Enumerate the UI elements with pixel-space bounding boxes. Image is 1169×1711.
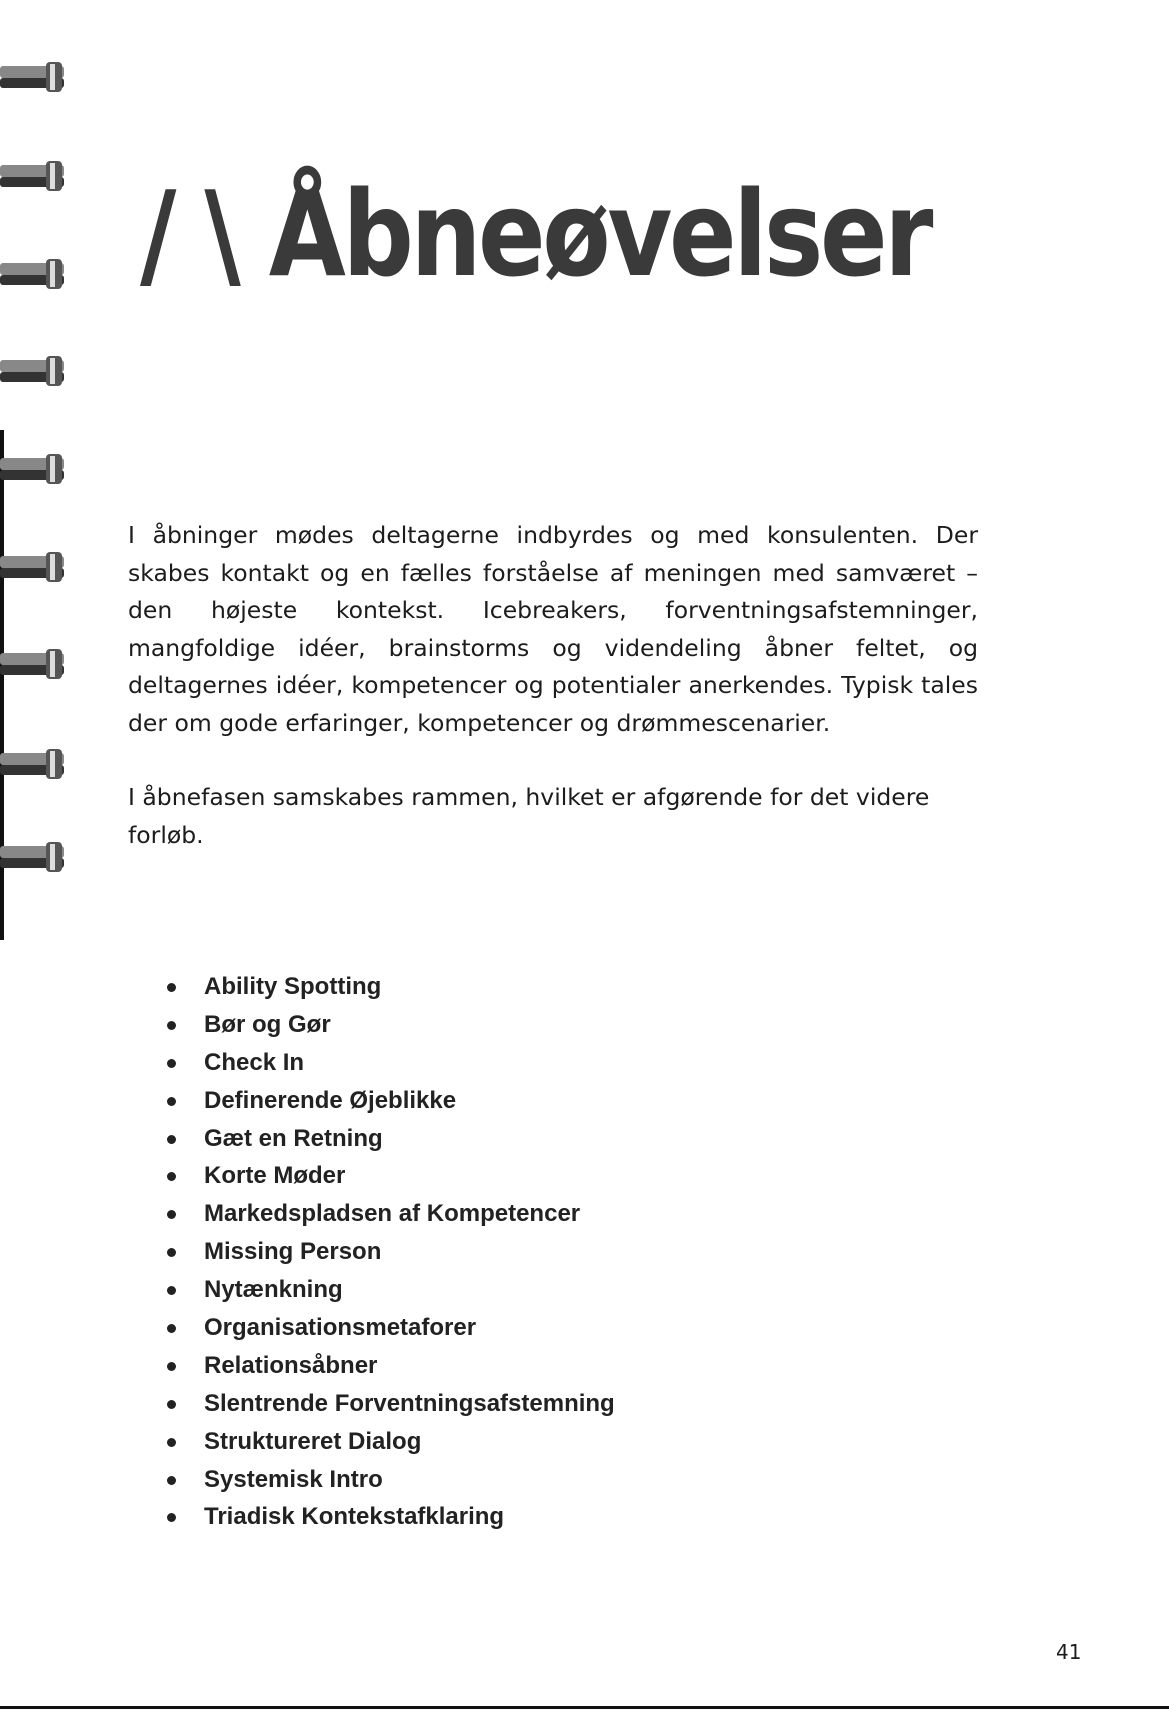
- exercise-item: [165, 1498, 615, 1536]
- binding-coil: [0, 255, 70, 295]
- exercise-label: Triadisk Kontekstafklaring: [204, 1503, 505, 1531]
- exercise-item: [165, 968, 615, 1006]
- exercise-item: [165, 1309, 615, 1347]
- bullet-icon: [167, 1286, 176, 1295]
- bullet-icon: [167, 1097, 176, 1106]
- exercise-item: [165, 1347, 615, 1385]
- exercise-label: Struktureret Dialog: [204, 1427, 422, 1455]
- exercise-item: [165, 1271, 615, 1309]
- exercise-item: [165, 1157, 615, 1195]
- bullet-icon: [167, 1248, 176, 1257]
- chapter-title: / \ Åbneøvelser: [140, 165, 934, 303]
- page-number: 41: [1056, 1640, 1082, 1664]
- exercise-item: [165, 1423, 615, 1461]
- page-edge: [0, 1706, 1169, 1709]
- bullet-icon: [167, 983, 176, 992]
- exercise-item: [165, 1120, 615, 1158]
- binding-coil: [0, 838, 70, 878]
- bullet-icon: [167, 1438, 176, 1447]
- binding-coil: [0, 548, 70, 588]
- exercise-item: [165, 1044, 615, 1082]
- binding-coil: [0, 450, 70, 490]
- exercise-label: Ability Spotting: [204, 973, 382, 1000]
- bullet-icon: [167, 1513, 176, 1522]
- exercise-item: [165, 1461, 615, 1499]
- exercise-item: [165, 1385, 615, 1423]
- binding-coil: [0, 352, 70, 392]
- exercise-label: Korte Møder: [204, 1162, 346, 1190]
- exercise-item: [165, 1233, 615, 1271]
- bullet-icon: [167, 1021, 176, 1030]
- exercise-label: Markedspladsen af Kompetencer: [204, 1200, 581, 1228]
- binding-coil: [0, 645, 70, 685]
- bullet-icon: [167, 1059, 176, 1068]
- chapter-heading: [140, 150, 940, 310]
- exercise-label: Organisationsmetaforer: [204, 1314, 477, 1342]
- exercise-label: Systemisk Intro: [204, 1465, 383, 1493]
- intro-paragraph: I åbnefasen samskabes rammen, hvilket er afgørende for det videre forløb.: [128, 783, 930, 849]
- spiral-binding: [0, 0, 80, 950]
- exercise-label: Gæt en Retning: [204, 1124, 383, 1152]
- bullet-icon: [167, 1135, 176, 1144]
- bullet-icon: [167, 1362, 176, 1371]
- bullet-icon: [167, 1172, 176, 1181]
- bullet-icon: [167, 1476, 176, 1485]
- binding-coil: [0, 58, 70, 98]
- bullet-icon: [167, 1400, 176, 1409]
- exercise-label: Slentrende Forventningsafstemning: [204, 1389, 615, 1417]
- exercise-list: [165, 968, 615, 1536]
- exercise-label: Missing Person: [204, 1238, 382, 1266]
- exercise-label: Bør og Gør: [204, 1010, 331, 1038]
- intro-text: [128, 517, 978, 854]
- bullet-icon: [167, 1210, 176, 1219]
- exercise-item: [165, 1082, 615, 1120]
- exercise-label: Check In: [204, 1048, 305, 1076]
- exercise-label: Definerende Øjeblikke: [204, 1086, 457, 1114]
- binding-coil: [0, 157, 70, 197]
- exercise-label: Relationsåbner: [204, 1351, 378, 1379]
- intro-paragraph: I åbninger mødes deltagerne indbyrdes og med konsulenten. Der skabes kontakt og en fælles forståelse af meningen med samværet – den højeste kontekst. Icebreakers, forventningsafstemninger, mangfoldige idéer, brainstorms og videndeling åbner feltet, og deltagernes idéer, kompetencer og potentialer anerkendes. Typisk tales der om gode erfaringer, kompetencer og drømmescenarier.: [128, 521, 978, 737]
- bullet-icon: [167, 1324, 176, 1333]
- binding-coil: [0, 745, 70, 785]
- exercise-item: [165, 1006, 615, 1044]
- exercise-label: Nytænkning: [204, 1276, 343, 1304]
- exercise-item: [165, 1195, 615, 1233]
